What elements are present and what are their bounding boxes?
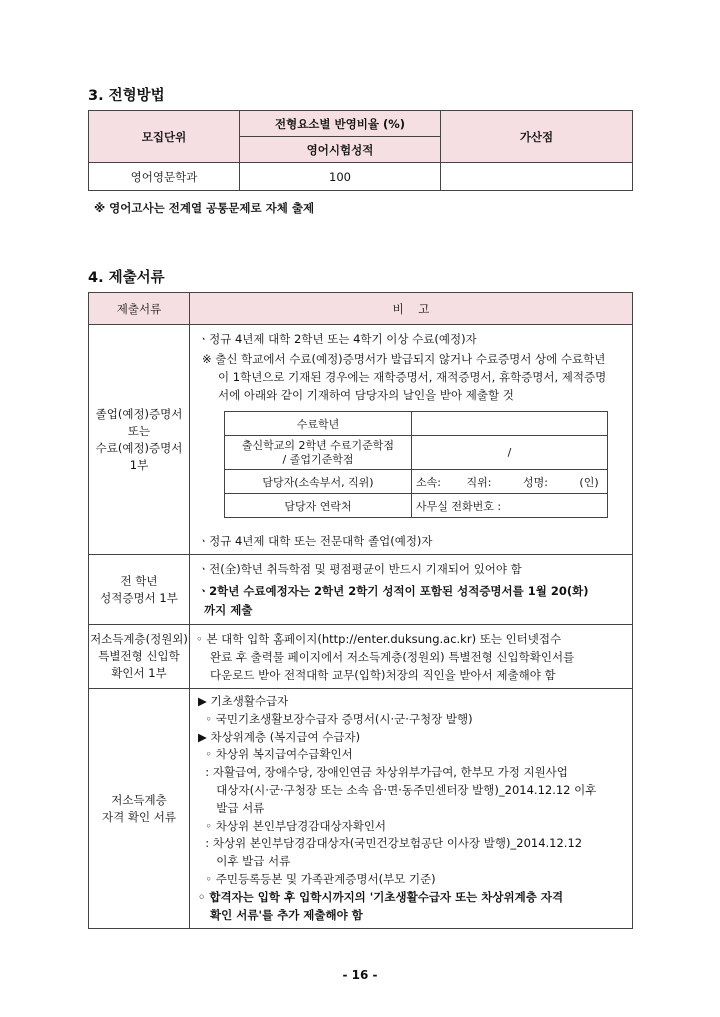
- row4-remarks: [190, 689, 633, 929]
- row1-line1: ㆍ정규 4년제 대학 2학년 또는 4학기 이상 수료(예정)자: [198, 332, 477, 346]
- inner-r1-label: 수료학년: [225, 412, 412, 436]
- row3-title: [89, 625, 190, 689]
- inner-r2-value: /: [412, 436, 608, 470]
- inner-r3-name: 성명:: [522, 475, 548, 489]
- col-docs-header: 제출서류: [89, 293, 190, 325]
- inner-r1-value: [412, 412, 608, 436]
- row1-title-line: 1부: [129, 457, 149, 472]
- col-sub-header: 영어시험성적: [240, 137, 441, 163]
- documents-table: [88, 292, 633, 929]
- row4-line: ◦ 합격자는 입학 후 입학시까지의 '기초생활수급자 또는 차상위계층 자격: [198, 889, 564, 904]
- row1-title: [89, 325, 190, 555]
- row1-title-line: 또는: [127, 423, 151, 438]
- row2-line3: 까지 제출: [204, 603, 253, 617]
- row4-title-line: 자격 확인 서류: [102, 809, 176, 824]
- bonus-cell: [441, 163, 633, 191]
- section3-heading: 3. 전형방법: [88, 88, 165, 104]
- value-cell: 100: [240, 163, 441, 191]
- row4-list: [198, 693, 596, 924]
- row4-line: : 자활급여, 장애수당, 장애인연금 차상위부가급여, 한부모 가정 지원사업: [198, 765, 568, 780]
- row2-title: [89, 555, 190, 625]
- row2-title-line: 성적증명서 1부: [100, 590, 178, 605]
- row4-title-line: 저소득계층: [111, 792, 167, 807]
- row4-line: 발급 서류: [198, 800, 265, 815]
- row4-line: 대상자(시·군·구청장 또는 소속 읍·면·동주민센터장 발행)_2014.12.12 이후: [198, 782, 597, 797]
- col-remarks-header: 비 고: [190, 293, 633, 325]
- row4-line: 이후 발급 서류: [198, 854, 291, 869]
- row4-line: ◦ 차상위 본인부담경감대상자확인서: [198, 818, 387, 833]
- row1-line5: ㆍ정규 4년제 대학 또는 전문대학 졸업(예정)자: [198, 534, 433, 548]
- inner-r4-label: 담당자 연락처: [225, 494, 412, 518]
- row2-line1: ㆍ전(全)학년 취득학점 및 평점평균이 반드시 기재되어 있어야 함: [198, 562, 522, 576]
- row1-line2: ※ 출신 학교에서 수료(예정)증명서가 발급되지 않거나 수료증명서 상에 수료학년: [202, 352, 606, 366]
- row3-line3: 다운로드 받아 전적대학 교무(입학)처장의 직인을 받아서 제출해야 함: [210, 668, 556, 682]
- row4-line: ▶ 기초생활수급자: [198, 694, 289, 708]
- row4-line: ◦ 국민기초생활보장수급자 증명서(시·군·구청장 발행): [198, 711, 473, 726]
- row4-line: ◦ 차상위 복지급여수급확인서: [198, 747, 353, 762]
- col-ratio-header: 전형요소별 반영비율 (%): [240, 111, 441, 137]
- row2-title-line: 전 학년: [120, 573, 158, 588]
- row4-line: : 차상위 본인부담경감대상자(국민건강보험공단 이사장 발행)_2014.12.12: [198, 836, 583, 851]
- inner-r3-position: 직위:: [466, 475, 492, 489]
- row4-line: ◦ 주민등록등본 및 가족관계증명서(부모 기준): [198, 871, 436, 886]
- row4-line: 확인 서류'를 추가 제출해야 함: [198, 907, 363, 922]
- inner-r2-label-b: / 졸업기준학점: [282, 452, 354, 466]
- inner-r2-label-a: 출신학교의 2학년 수료기준학점: [241, 438, 395, 452]
- row1-remarks: [190, 325, 633, 555]
- row4-line: ▶ 차상위계층 (복지급여 수급자): [198, 729, 361, 744]
- row1-title-line: 졸업(예정)증명서: [95, 406, 183, 421]
- row1-line3: 이 1학년으로 기재된 경우에는 재학증명서, 재적증명서, 휴학증명서, 제적증명: [218, 370, 607, 384]
- col-bonus-header: 가산점: [441, 111, 633, 163]
- row3-line2: 완료 후 출력물 페이지에서 저소득계층(정원외) 특별전형 신입학확인서를: [210, 650, 575, 664]
- row4-title: [89, 689, 190, 929]
- selection-method-table: [88, 110, 633, 191]
- col-unit-header: 모집단위: [89, 111, 240, 163]
- row3-title-line: 확인서 1부: [111, 666, 167, 680]
- inner-r4-value: 사무실 전화번호 :: [412, 494, 608, 518]
- page-number: - 16 -: [342, 968, 378, 982]
- inner-r2-label: [225, 436, 412, 470]
- row3-title-line: 저소득계층(정원외): [90, 632, 188, 646]
- section4-heading: 4. 제출서류: [88, 270, 165, 286]
- row3-line1: ◦ 본 대학 입학 홈페이지(http://enter.duksung.ac.kr) 또는 인터넷접수: [196, 632, 562, 646]
- inner-r3-label: 담당자(소속부서, 직위): [225, 470, 412, 494]
- section3-note: ※ 영어고사는 전계열 공통문제로 자체 출제: [94, 201, 315, 215]
- inner-r3-value: [412, 470, 608, 494]
- inner-r3-dept: 소속:: [416, 475, 441, 489]
- row2-line2: ㆍ2학년 수료예정자는 2학년 2학기 성적이 포함된 성적증명서를 1월 20(화): [198, 584, 589, 598]
- dept-cell: 영어영문학과: [89, 163, 240, 191]
- row1-title-line: 수료(예정)증명서: [95, 440, 183, 455]
- inner-r3-seal: (인): [579, 475, 599, 489]
- row2-remarks: [190, 555, 633, 625]
- row3-remarks: [190, 625, 633, 689]
- row1-line4: 서에 아래와 같이 기재하여 담당자의 날인을 받아 제출할 것: [218, 388, 514, 402]
- row3-title-line: 특별전형 신입학: [98, 649, 180, 663]
- certification-inner-table: [224, 411, 608, 518]
